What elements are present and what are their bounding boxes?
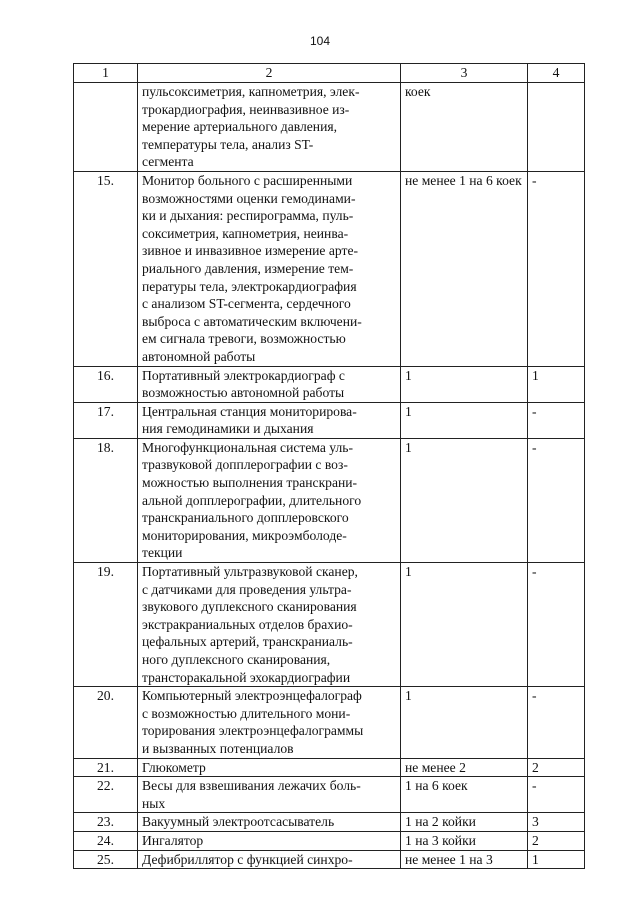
optional-quantity: -	[528, 171, 585, 366]
table-row	[74, 831, 585, 850]
equipment-name-line: можностью выполнения транскрани-	[142, 475, 358, 491]
equipment-name	[138, 850, 401, 869]
required-quantity: 1 на 6 коек	[401, 777, 528, 813]
optional-quantity: -	[528, 777, 585, 813]
required-quantity: не менее 1 на 3	[401, 850, 528, 869]
equipment-name	[138, 83, 401, 172]
table-row	[74, 171, 585, 366]
row-number: 23.	[74, 813, 138, 832]
row-number: 16.	[74, 366, 138, 402]
table-row	[74, 83, 585, 172]
equipment-name-line: торирования электроэнцефалограммы	[142, 723, 364, 739]
equipment-name-line: риального давления, измерение тем-	[142, 260, 354, 276]
equipment-name-line: возможностью автономной работы	[142, 385, 345, 401]
optional-quantity: -	[528, 402, 585, 438]
equipment-name	[138, 831, 401, 850]
equipment-name-line: текции	[142, 545, 183, 561]
required-quantity: 1	[401, 402, 528, 438]
equipment-name-line: звукового дуплексного сканирования	[142, 599, 357, 615]
optional-quantity: 2	[528, 831, 585, 850]
row-number: 24.	[74, 831, 138, 850]
table-row	[74, 687, 585, 758]
row-number: 22.	[74, 777, 138, 813]
equipment-name-line: пульсоксиметрия, капнометрия, элек-	[142, 84, 360, 99]
row-number: 21.	[74, 758, 138, 777]
equipment-name-line: сегмента	[142, 154, 194, 170]
required-quantity: 1	[401, 687, 528, 758]
required-quantity: 1	[401, 563, 528, 687]
equipment-name-line: и вызванных потенциалов	[142, 740, 294, 756]
equipment-name-line: Ингалятор	[142, 832, 204, 848]
required-quantity: 1	[401, 438, 528, 562]
equipment-name-line: трансторакальной эхокардиографии	[142, 669, 351, 685]
equipment-name-line: соксиметрия, капнометрия, неинва-	[142, 225, 349, 241]
equipment-name	[138, 438, 401, 562]
equipment-name-line: Глюкометр	[142, 759, 206, 775]
equipment-name-line: цефальных артерий, транскраниаль-	[142, 634, 353, 650]
equipment-name	[138, 563, 401, 687]
equipment-name-line: пературы тела, электрокардиография	[142, 278, 357, 294]
header-col-3: 3	[401, 64, 528, 83]
required-quantity: 1 на 3 койки	[401, 831, 528, 850]
equipment-name-line: мониторирования, микроэмболоде-	[142, 527, 347, 543]
equipment-name-line: Центральная станция мониторирова-	[142, 403, 357, 419]
equipment-name-line: температуры тела, анализ ST-	[142, 136, 314, 152]
equipment-name-line: с датчиками для проведения ультра-	[142, 581, 352, 597]
equipment-name-line: тразвуковой допплерографии с воз-	[142, 457, 348, 473]
equipment-name-line: зивное и инвазивное измерение арте-	[142, 243, 359, 259]
required-quantity: 1 на 2 койки	[401, 813, 528, 832]
equipment-name-line: альной допплерографии, длительного	[142, 492, 362, 508]
optional-quantity: -	[528, 438, 585, 562]
row-number	[74, 83, 138, 172]
table-row	[74, 850, 585, 869]
table-row	[74, 758, 585, 777]
equipment-name-line: Многофункциональная система уль-	[142, 439, 354, 455]
equipment-name	[138, 402, 401, 438]
optional-quantity: -	[528, 687, 585, 758]
row-number: 17.	[74, 402, 138, 438]
equipment-name-line: автономной работы	[142, 348, 256, 364]
table-row	[74, 563, 585, 687]
table-row	[74, 777, 585, 813]
equipment-name-line: Портативный электрокардиограф с	[142, 367, 345, 383]
header-col-1: 1	[74, 64, 138, 83]
equipment-table	[73, 63, 585, 869]
equipment-name-line: возможностями оценки гемодинами-	[142, 190, 356, 206]
header-col-2: 2	[138, 64, 401, 83]
equipment-name-line: с анализом ST-сегмента, сердечного	[142, 296, 351, 312]
optional-quantity: 1	[528, 850, 585, 869]
equipment-name-line: ния гемодинамики и дыхания	[142, 421, 314, 437]
equipment-name-line: Монитор больного с расширенными	[142, 172, 353, 188]
required-quantity: не менее 1 на 6 коек	[401, 171, 528, 366]
optional-quantity	[528, 83, 585, 172]
table-row	[74, 438, 585, 562]
required-quantity: коек	[401, 83, 528, 172]
equipment-name	[138, 171, 401, 366]
equipment-name	[138, 813, 401, 832]
equipment-name-line: ных	[142, 795, 166, 811]
equipment-name-line: Компьютерный электроэнцефалограф	[142, 688, 362, 704]
table-row	[74, 813, 585, 832]
equipment-name-line: Весы для взвешивания лежачих боль-	[142, 778, 361, 794]
equipment-name	[138, 366, 401, 402]
row-number: 18.	[74, 438, 138, 562]
equipment-name-line: трокардиография, неинвазивное из-	[142, 101, 350, 117]
optional-quantity: 2	[528, 758, 585, 777]
table-row	[74, 366, 585, 402]
equipment-name-line: с возможностью длительного мони-	[142, 705, 351, 721]
optional-quantity: 1	[528, 366, 585, 402]
optional-quantity: 3	[528, 813, 585, 832]
table-header-row	[74, 64, 585, 83]
equipment-name-line: экстракраниальных отделов брахио-	[142, 616, 353, 632]
row-number: 15.	[74, 171, 138, 366]
equipment-name-line: ем сигнала тревоги, возможностью	[142, 331, 346, 347]
page-number: 104	[309, 34, 331, 48]
equipment-name-line: Вакуумный электроотсасыватель	[142, 814, 335, 830]
row-number: 19.	[74, 563, 138, 687]
equipment-name	[138, 687, 401, 758]
equipment-name-line: Портативный ультразвуковой сканер,	[142, 564, 358, 580]
equipment-name-line: ки и дыхания: респирограмма, пуль-	[142, 208, 354, 224]
equipment-name	[138, 758, 401, 777]
row-number: 20.	[74, 687, 138, 758]
equipment-name	[138, 777, 401, 813]
optional-quantity: -	[528, 563, 585, 687]
equipment-name-line: транскраниального допплеровского	[142, 510, 349, 526]
row-number: 25.	[74, 850, 138, 869]
equipment-name-line: ного дуплексного сканирования,	[142, 652, 331, 667]
required-quantity: 1	[401, 366, 528, 402]
table-row	[74, 402, 585, 438]
equipment-name-line: Дефибриллятор с функцией синхро-	[142, 851, 353, 867]
equipment-name-line: мерение артериального давления,	[142, 119, 337, 135]
required-quantity: не менее 2	[401, 758, 528, 777]
header-col-4: 4	[528, 64, 585, 83]
equipment-name-line: выброса с автоматическим включени-	[142, 313, 362, 329]
